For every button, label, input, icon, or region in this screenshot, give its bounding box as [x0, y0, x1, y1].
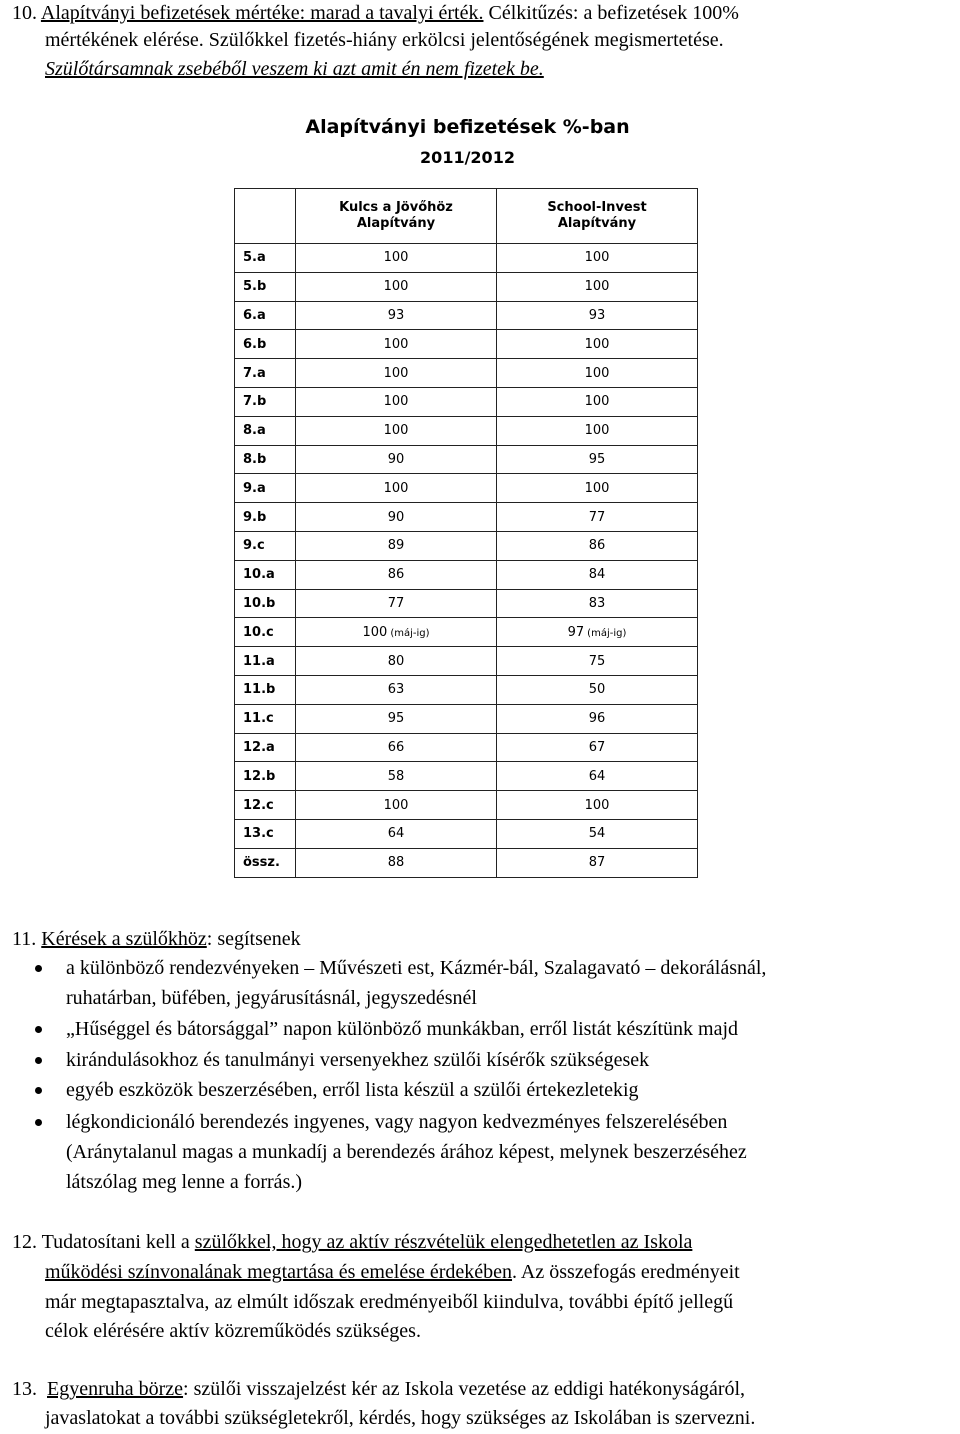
kulcs-value-cell	[296, 560, 497, 589]
section-10-line1-rest: Célkitűzés: a befizetések 100%	[483, 2, 739, 24]
kulcs-value: 66	[387, 739, 405, 755]
school-invest-value-cell	[497, 618, 698, 647]
school-invest-value-cell	[497, 560, 698, 589]
section-10-title: Alapítványi befizetések mértéke: marad a tavalyi érték.	[40, 2, 484, 24]
kulcs-value-cell	[296, 244, 497, 273]
kulcs-value: 90	[387, 451, 405, 467]
school-invest-note: (máj-ig)	[587, 627, 627, 639]
school-invest-value: 100	[584, 336, 610, 352]
table-row	[235, 416, 698, 445]
kulcs-value-cell	[296, 848, 497, 877]
section-13-number: 13.	[12, 1378, 37, 1400]
school-invest-value-cell	[497, 359, 698, 388]
bullet-item-line: „Hűséggel és bátorsággal” napon különböző munkákban, erről listát készítünk majd	[66, 1018, 739, 1040]
school-invest-value: 87	[588, 855, 606, 871]
school-invest-value-cell	[497, 503, 698, 532]
school-invest-value-cell	[497, 733, 698, 762]
table-row	[235, 848, 698, 877]
school-invest-value-cell	[497, 791, 698, 820]
school-invest-value: 93	[588, 307, 606, 323]
kulcs-value-cell	[296, 359, 497, 388]
table-row	[235, 675, 698, 704]
kulcs-value: 100	[383, 423, 409, 439]
school-invest-value-cell	[497, 531, 698, 560]
kulcs-value-cell	[296, 330, 497, 359]
school-invest-value: 100	[584, 394, 610, 410]
kulcs-value: 88	[387, 855, 405, 871]
header-school-invest: School-Invest Alapítvány	[497, 189, 698, 244]
school-invest-value: 54	[588, 826, 606, 842]
row-class-label: 7.b	[235, 387, 296, 416]
school-invest-value-cell	[497, 647, 698, 676]
kulcs-value: 100	[383, 250, 409, 266]
table-row	[235, 387, 698, 416]
school-invest-value: 100	[584, 250, 610, 266]
school-invest-value-cell	[497, 819, 698, 848]
row-class-label: 12.b	[235, 762, 296, 791]
kulcs-value: 100	[383, 797, 409, 813]
kulcs-value: 100	[383, 394, 409, 410]
kulcs-value-cell	[296, 445, 497, 474]
section-12-line4: célok elérésére aktív közreműködés szükséges.	[45, 1320, 421, 1342]
school-invest-value-cell	[497, 301, 698, 330]
school-invest-value-cell	[497, 445, 698, 474]
row-class-label: 12.a	[235, 733, 296, 762]
school-invest-value: 67	[588, 739, 606, 755]
table-row	[235, 359, 698, 388]
table-row	[235, 445, 698, 474]
school-invest-value: 86	[588, 538, 606, 554]
school-invest-value: 100	[584, 423, 610, 439]
section-12-number: 12.	[12, 1231, 37, 1253]
section-13-line2: javaslatokat a további szükségletekről, kérdés, hogy szükséges az Iskolában is szervezni.	[45, 1407, 756, 1429]
kulcs-value: 93	[387, 307, 405, 323]
table-row	[235, 647, 698, 676]
row-class-label: 10.c	[235, 618, 296, 647]
school-invest-value-cell	[497, 675, 698, 704]
school-invest-value: 100	[584, 797, 610, 813]
row-class-label: 11.a	[235, 647, 296, 676]
table-row	[235, 531, 698, 560]
table-row	[235, 503, 698, 532]
school-invest-value-cell	[497, 762, 698, 791]
row-class-label: 6.b	[235, 330, 296, 359]
section-12-rest2: . Az összefogás eredményeit	[512, 1261, 740, 1283]
table-row	[235, 560, 698, 589]
school-invest-value-cell	[497, 848, 698, 877]
section-10-number: 10.	[12, 2, 37, 24]
table-year: 2011/2012	[420, 148, 515, 167]
bullet-icon	[35, 1087, 42, 1094]
kulcs-value-cell	[296, 762, 497, 791]
school-invest-value: 95	[588, 451, 606, 467]
kulcs-value: 77	[387, 595, 405, 611]
table-row	[235, 272, 698, 301]
row-class-label: 6.a	[235, 301, 296, 330]
school-invest-value-cell	[497, 330, 698, 359]
row-class-label: 8.a	[235, 416, 296, 445]
kulcs-value: 95	[387, 711, 405, 727]
bullet-icon	[35, 1057, 42, 1064]
bullet-icon	[35, 1119, 42, 1126]
row-class-label: 11.c	[235, 704, 296, 733]
section-12-lead: Tudatosítani kell a	[37, 1231, 195, 1253]
row-class-label: 10.a	[235, 560, 296, 589]
kulcs-value: 89	[387, 538, 405, 554]
kulcs-value-cell	[296, 618, 497, 647]
kulcs-value: 100	[383, 279, 409, 295]
kulcs-value-cell	[296, 416, 497, 445]
school-invest-value: 84	[588, 567, 606, 583]
kulcs-value: 100	[383, 365, 409, 381]
table-row	[235, 819, 698, 848]
row-class-label: 13.c	[235, 819, 296, 848]
kulcs-value-cell	[296, 503, 497, 532]
row-class-label: 8.b	[235, 445, 296, 474]
kulcs-value-cell	[296, 704, 497, 733]
school-invest-value: 96	[588, 711, 606, 727]
kulcs-value: 90	[387, 509, 405, 525]
bullet-item-line: ruhatárban, büfében, jegyárusításnál, jegyszedésnél	[66, 987, 477, 1009]
school-invest-value: 83	[588, 595, 606, 611]
row-class-label: 5.a	[235, 244, 296, 273]
bullet-item-line: egyéb eszközök beszerzésében, erről lista készül a szülői értekezletekig	[66, 1079, 639, 1101]
school-invest-value-cell	[497, 272, 698, 301]
table-row	[235, 244, 698, 273]
kulcs-value: 100	[362, 624, 388, 640]
table-header-row	[235, 189, 698, 244]
kulcs-value-cell	[296, 387, 497, 416]
school-invest-value: 77	[588, 509, 606, 525]
kulcs-value: 63	[387, 682, 405, 698]
table-row	[235, 330, 698, 359]
bullet-icon	[35, 965, 42, 972]
kulcs-value: 100	[383, 336, 409, 352]
header-kulcs: Kulcs a Jövőhöz Alapítvány	[296, 189, 497, 244]
row-class-label: 10.b	[235, 589, 296, 618]
kulcs-value-cell	[296, 819, 497, 848]
school-invest-value-cell	[497, 387, 698, 416]
kulcs-value-cell	[296, 272, 497, 301]
payments-table	[234, 188, 698, 878]
row-class-label: 9.a	[235, 474, 296, 503]
bullet-item-line: légkondicionáló berendezés ingyenes, vagy nagyon kedvezményes felszerelésében	[66, 1111, 728, 1133]
section-12-underlined1: szülőkkel, hogy az aktív részvételük elengedhetetlen az Iskola	[194, 1231, 693, 1253]
school-invest-value-cell	[497, 474, 698, 503]
table-row	[235, 791, 698, 820]
kulcs-value-cell	[296, 474, 497, 503]
kulcs-value-cell	[296, 301, 497, 330]
school-invest-value-cell	[497, 589, 698, 618]
bullet-item-line: (Aránytalanul magas a munkadíj a berendezés árához képest, melynek beszerzéséhez	[66, 1141, 747, 1163]
row-class-label: 11.b	[235, 675, 296, 704]
kulcs-note: (máj-ig)	[390, 627, 430, 639]
school-invest-value: 97	[567, 624, 585, 640]
school-invest-value: 100	[584, 480, 610, 496]
bullet-item-line: a különböző rendezvényeken – Művészeti est, Kázmér-bál, Szalagavató – dekorálásnál,	[66, 957, 767, 979]
section-10-line2: mértékének elérése. Szülőkkel fizetés-hiány erkölcsi jelentőségének megismertetése.	[45, 29, 724, 51]
row-class-label: össz.	[235, 848, 296, 877]
school-invest-value: 50	[588, 682, 606, 698]
bullet-icon	[35, 1026, 42, 1033]
kulcs-value: 100	[383, 480, 409, 496]
kulcs-value: 58	[387, 768, 405, 784]
table-row	[235, 474, 698, 503]
row-class-label: 5.b	[235, 272, 296, 301]
section-11-number: 11.	[12, 928, 37, 950]
table-row	[235, 762, 698, 791]
row-class-label: 9.c	[235, 531, 296, 560]
school-invest-value-cell	[497, 244, 698, 273]
kulcs-value-cell	[296, 647, 497, 676]
section-11-title-rest: : segítsenek	[206, 928, 301, 950]
table-row	[235, 301, 698, 330]
table-row	[235, 704, 698, 733]
section-11-title: Kérések a szülőkhöz	[41, 928, 207, 950]
bullet-item-line: látszólag meg lenne a forrás.)	[66, 1171, 303, 1193]
school-invest-value-cell	[497, 704, 698, 733]
kulcs-value: 86	[387, 567, 405, 583]
section-13-rest1: : szülői visszajelzést kér az Iskola vezetése az eddigi hatékonyságáról,	[183, 1378, 746, 1400]
row-class-label: 12.c	[235, 791, 296, 820]
kulcs-value-cell	[296, 733, 497, 762]
table-row	[235, 589, 698, 618]
table-row	[235, 618, 698, 647]
bullet-item-line: kirándulásokhoz és tanulmányi versenyekhez szülői kísérők szükségesek	[66, 1049, 650, 1071]
school-invest-value: 64	[588, 768, 606, 784]
school-invest-value: 75	[588, 653, 606, 669]
section-12-line3: már megtapasztalva, az elmúlt időszak eredményeiből kiindulva, további építő jellegű	[45, 1291, 734, 1313]
row-class-label: 9.b	[235, 503, 296, 532]
school-invest-value: 100	[584, 279, 610, 295]
section-13-title: Egyenruha börze	[47, 1378, 184, 1400]
section-12-underlined2: működési színvonalának megtartása és emelése érdekében	[45, 1261, 513, 1283]
header-class	[235, 189, 296, 244]
kulcs-value: 80	[387, 653, 405, 669]
kulcs-value-cell	[296, 531, 497, 560]
kulcs-value-cell	[296, 675, 497, 704]
kulcs-value-cell	[296, 589, 497, 618]
school-invest-value: 100	[584, 365, 610, 381]
table-row	[235, 733, 698, 762]
row-class-label: 7.a	[235, 359, 296, 388]
kulcs-value-cell	[296, 791, 497, 820]
kulcs-value: 64	[387, 826, 405, 842]
table-title: Alapítványi befizetések %-ban	[305, 116, 630, 138]
school-invest-value-cell	[497, 416, 698, 445]
section-10-line3: Szülőtársamnak zsebéből veszem ki azt amit én nem fizetek be.	[45, 58, 544, 80]
